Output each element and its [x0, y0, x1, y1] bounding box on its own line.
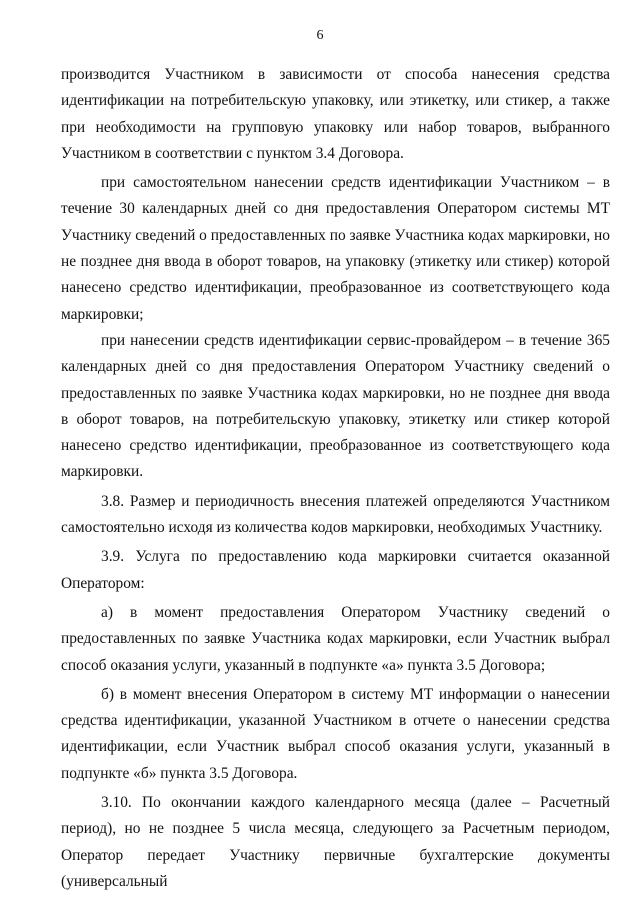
- paragraph-3-9-a: а) в момент предоставления Оператором Участнику сведений о предоставленных по заявке Участника кодах маркировки, если Участник выбрал способ оказания услуги, указанный в подпункте «а» пункта 3.5 Договора;: [61, 603, 610, 674]
- paragraph-service-provider: при нанесении средств идентификации сервис-провайдером – в течение 365 календарных дней со дня предоставления Оператором Участнику сведений о предоставленных по заявке Участника кодах маркировки, но не позднее дня ввода в оборот товаров, на потребительскую упаковку, этикетку или стикер которой нанесено средство идентификации, преобразованное из соответствующего кода маркировки.: [61, 331, 610, 481]
- paragraph-3-8: 3.8. Размер и периодичность внесения платежей определяются Участником самостоятельно исходя из количества кодов маркировки, необходимых Участнику.: [61, 492, 610, 537]
- document-body: [61, 62, 610, 895]
- paragraph-3-10: 3.10. По окончании каждого календарного месяца (далее – Расчетный период), но не позднее 5 числа месяца, следующего за Расчетным периодом, Оператор передает Участнику первичные бухгалтерские документы (универсальный: [61, 794, 610, 890]
- paragraph-continuation: производится Участником в зависимости от способа нанесения средства идентификации на потребительскую упаковку, или этикетку, или стикер, а также при необходимости на групповую упаковку или набор товаров, выбранного Участником в соответствии с пунктом 3.4 Договора.: [61, 66, 610, 162]
- paragraph-3-9-b: б) в момент внесения Оператором в систему МТ информации о нанесении средства идентификации, указанной Участником в отчете о нанесении средства идентификации, если Участник выбрал способ оказания услуги, указанный в подпункте «б» пункта 3.5 Договора.: [61, 685, 610, 782]
- paragraph-self-application: при самостоятельном нанесении средств идентификации Участником – в течение 30 календарных дней со дня предоставления Оператором системы МТ Участнику сведений о предоставленных по заявке Участника кодах маркировки, но не позднее дня ввода в оборот товаров, на упаковку (этикетку или стикер) которой нанесено средство идентификации, преобразованное из соответствующего кода маркировки;: [61, 174, 610, 323]
- page-number: 6: [316, 28, 324, 43]
- paragraph-3-9: 3.9. Услуга по предоставлению кода маркировки считается оказанной Оператором:: [61, 548, 610, 592]
